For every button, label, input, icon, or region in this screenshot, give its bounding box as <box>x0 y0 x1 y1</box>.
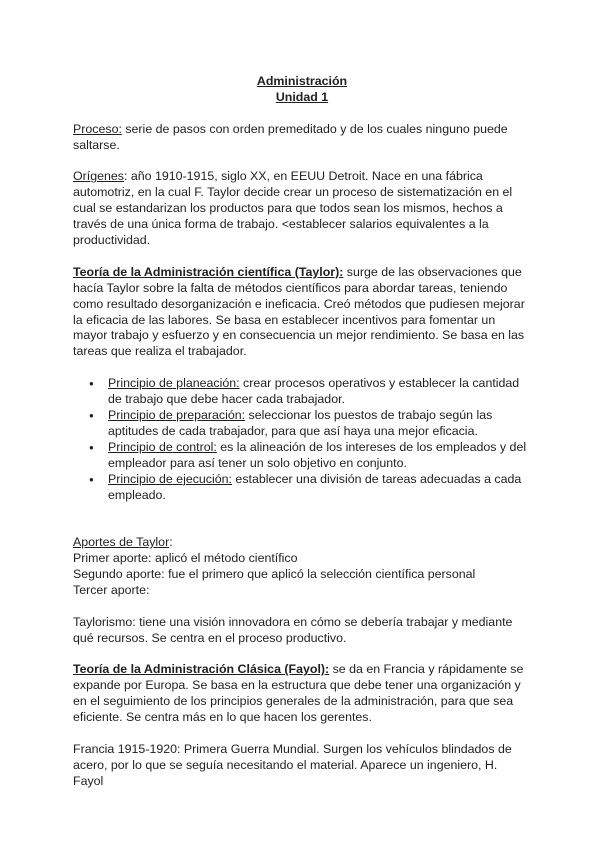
document-body <box>73 74 531 790</box>
aportes-colon: : <box>169 535 173 550</box>
origenes-paragraph <box>73 169 531 249</box>
fayol-label: Teoría de la Administración Clásica (Fayol): <box>73 662 330 677</box>
list-item <box>73 440 531 472</box>
aporte-line: Primer aporte: aplicó el método científico <box>73 551 298 566</box>
list-item <box>73 376 531 408</box>
origenes-text: : año 1910-1915, siglo XX, en EEUU Detroit. Nace en una fábrica automotriz, en la cual F. Taylor decide crear un proceso de sistematización en el cual se estandarizan los productos para que todos sean los mismos, hechos a través de una única forma de trabajo. <establecer salarios equivalentes a la productividad. <box>73 169 513 248</box>
proceso-text: serie de pasos con orden premeditado y de los cuales ninguno puede saltarse. <box>73 121 508 152</box>
origenes-label: Orígenes <box>73 169 124 184</box>
proceso-label: Proceso: <box>73 121 122 136</box>
taylorismo-paragraph: Taylorismo: tiene una visión innovadora en cómo se debería trabajar y mediante qué recursos. Se centra en el proceso productivo. <box>73 614 513 645</box>
principio-label: Principio de control: <box>108 439 217 454</box>
principio-text: crear procesos operativos y establecer la cantidad de trabajo que debe hacer cada trabajador. <box>108 376 520 407</box>
list-item <box>73 408 531 440</box>
principio-text: establecer una división de tareas adecuadas a cada empleado. <box>108 471 522 502</box>
aporte-line: Segundo aporte: fue el primero que aplicó la selección científica personal <box>73 567 476 581</box>
taylor-paragraph <box>73 265 531 360</box>
list-item <box>73 472 531 504</box>
francia-paragraph: Francia 1915-1920: Primera Guerra Mundial. Surgen los vehículos blindados de acero, por lo que se seguía necesitando el material. Aparece un ingeniero, H. Fayol <box>73 741 512 788</box>
document-title: Administración <box>256 74 348 88</box>
aportes-label: Aportes de Taylor <box>73 535 170 550</box>
fayol-paragraph <box>73 662 531 726</box>
principio-label: Principio de planeación: <box>108 376 240 391</box>
taylor-text: surge de las observaciones que hacía Taylor sobre la falta de métodos científicos para abordar tareas, teniendo como resultado desorganización e ineficacia. Creó métodos que pudiesen mejorar la eficacia de las labores. Se basa en establecer incentivos para fomentar un mayor trabajo y esfuerzo y en consecuencia un mejor rendimiento. Se basa en las tareas que realiza el trabajador. <box>73 264 525 359</box>
principio-label: Principio de preparación: <box>108 407 246 422</box>
principio-text: seleccionar los puestos de trabajo según las aptitudes de cada trabajador, para que así haya una mejor eficacia. <box>108 407 493 438</box>
proceso-paragraph <box>73 122 531 154</box>
fayol-text: se da en Francia y rápidamente se expande por Europa. Se basa en la estructura que debe tener una organización y en el seguimiento de los principios generales de la administración, para que sea eficiente. Se centra más en lo que hacen los gerentes. <box>73 662 524 725</box>
document-subtitle: Unidad 1 <box>275 89 329 104</box>
principios-list <box>73 376 531 503</box>
taylor-label: Teoría de la Administración científica (Taylor): <box>73 264 344 279</box>
principio-label: Principio de ejecución: <box>108 471 232 486</box>
aporte-line: Tercer aporte: <box>73 582 150 597</box>
aportes-heading <box>73 535 531 551</box>
principio-text: es la alineación de los intereses de los empleados y del empleador para así tener un solo objetivo en conjunto. <box>108 439 527 470</box>
